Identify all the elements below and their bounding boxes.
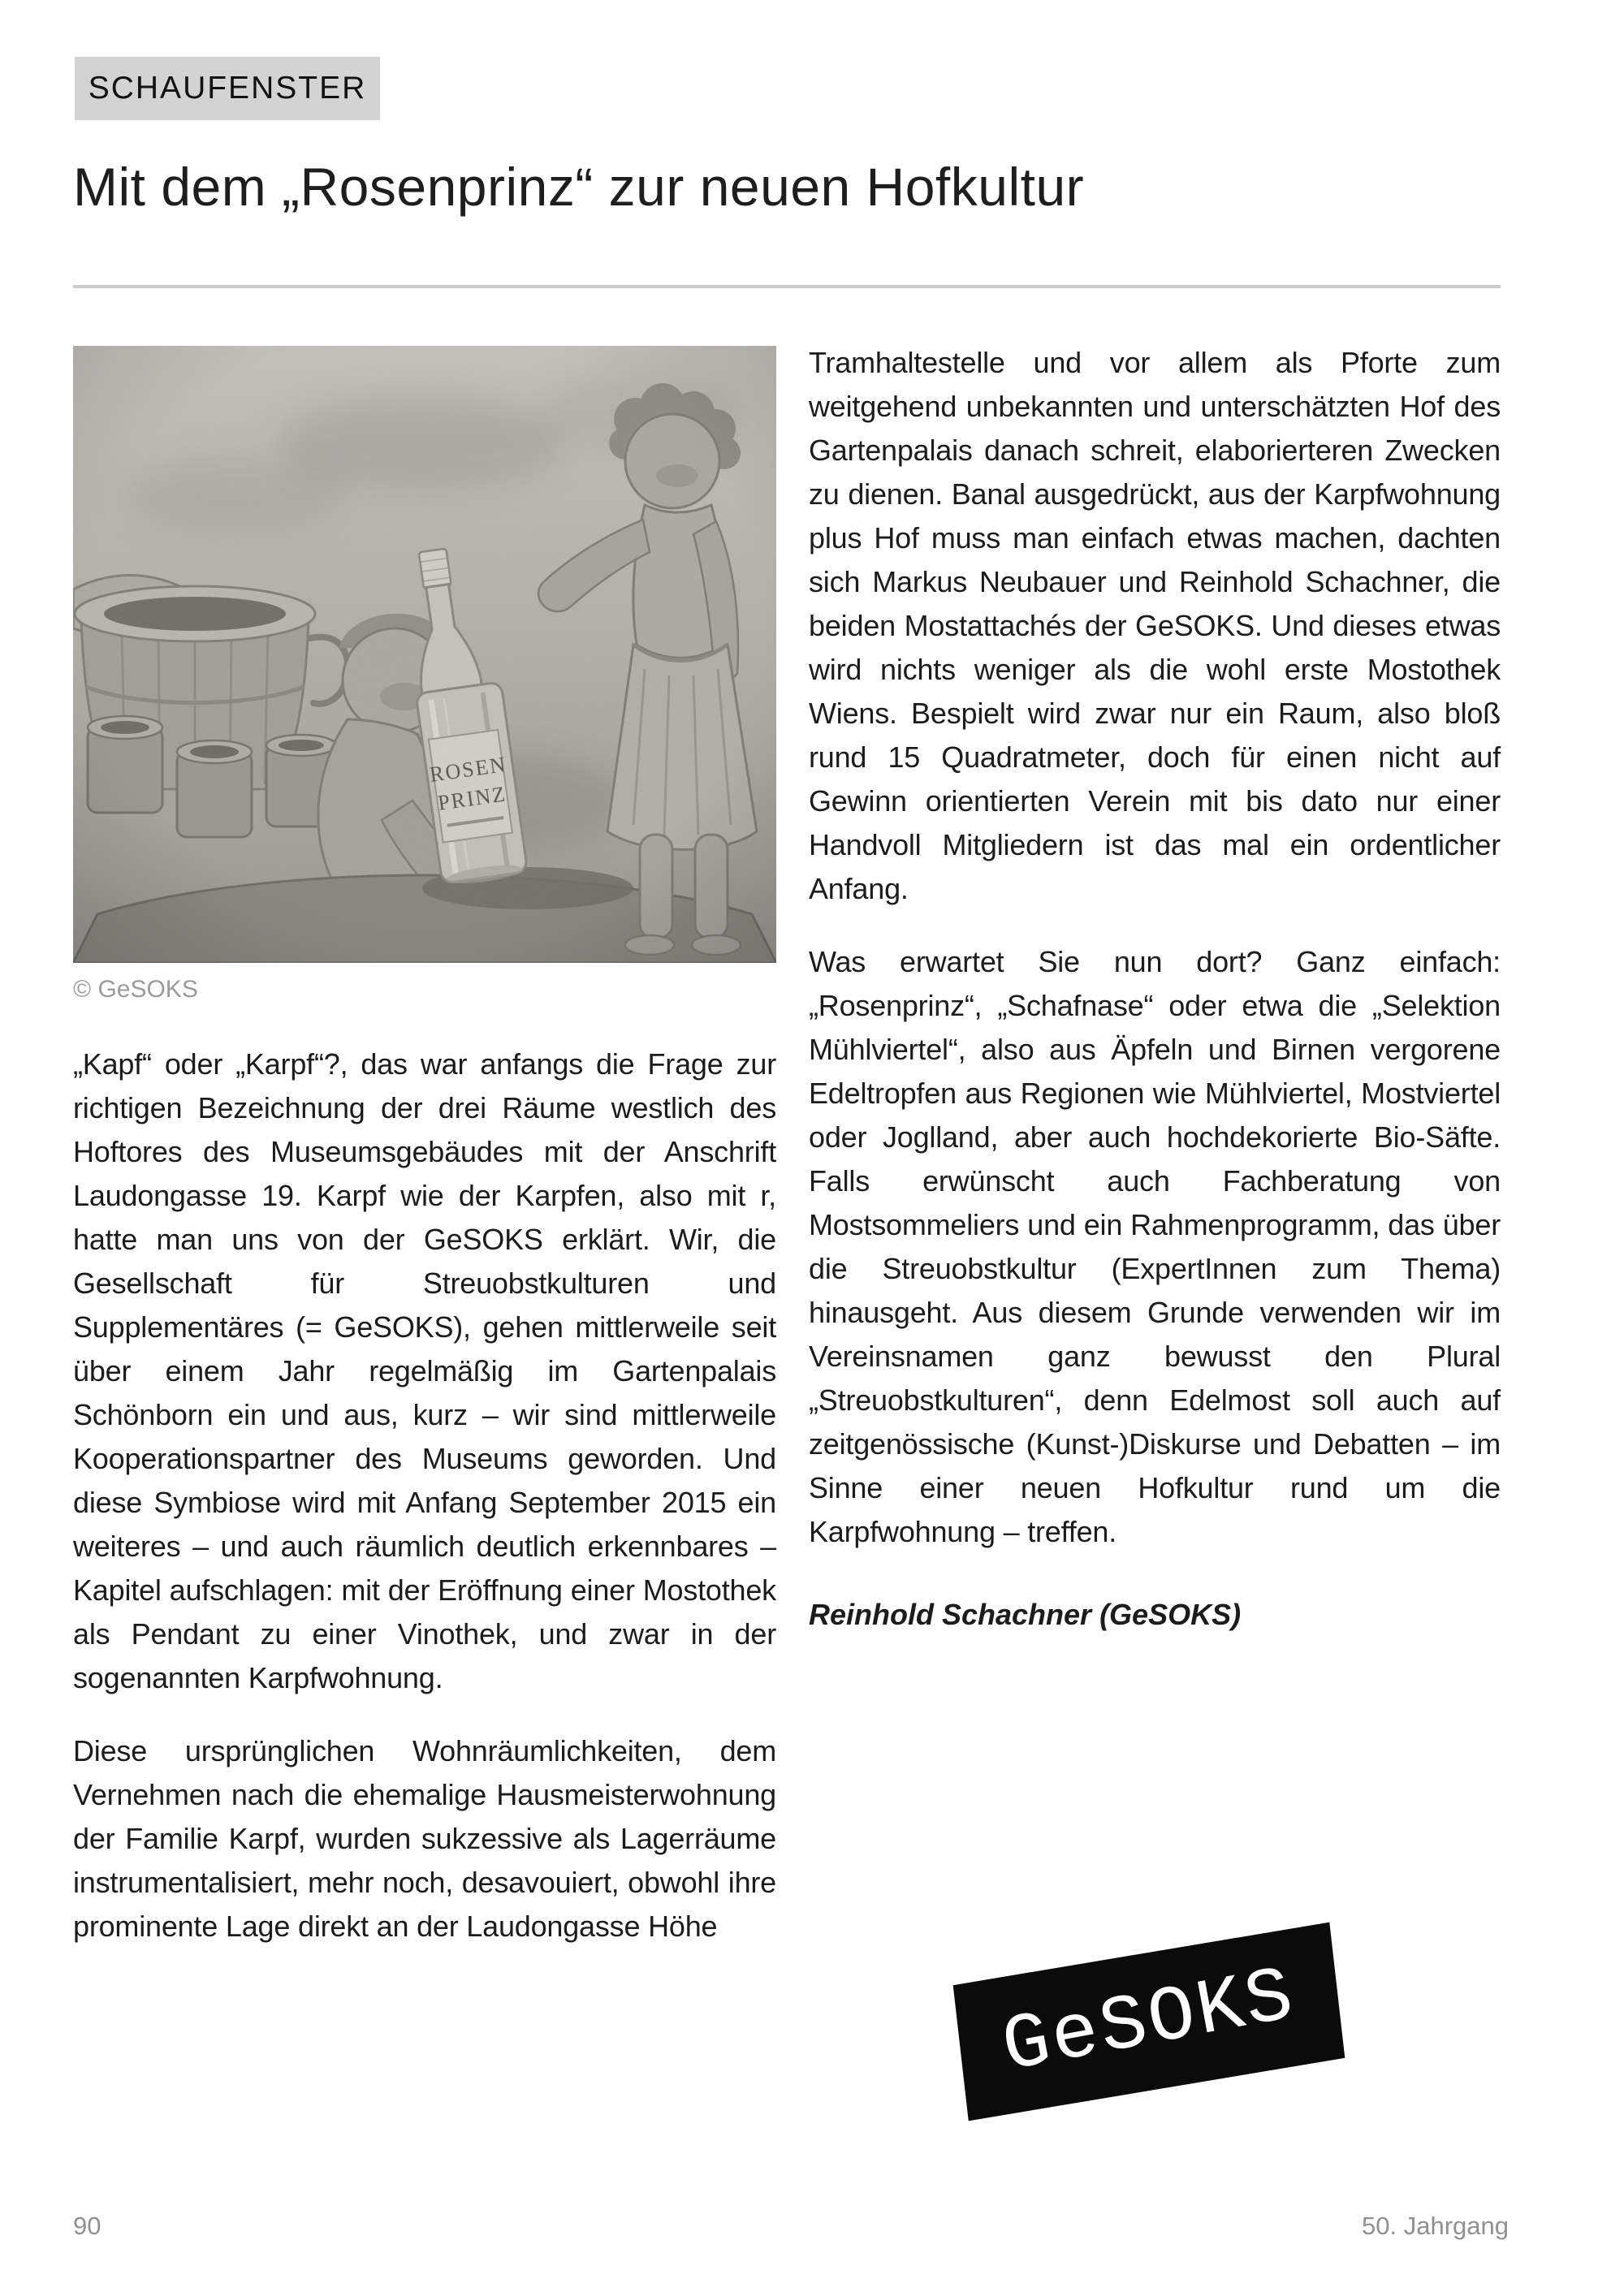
author-signature: Reinhold Schachner (GeSOKS) [809, 1598, 1242, 1631]
body-paragraph: Diese ursprünglichen Wohnräumlichkeiten, dem Vernehmen nach die ehemalige Hausmeisterwohnung der Familie Karpf, wurden sukzessive als Lagerräume instrumentalisiert, mehr noch, desavouiert, obwohl ihre prominente Lage direkt an der Laudongasse Höhe [73, 1734, 776, 1943]
photo-credit: © GeSOKS [73, 976, 198, 1003]
gesoks-logo [953, 1923, 1345, 2121]
article-title: Mit dem „Rosenprinz“ zur neuen Hofkultur [73, 157, 1085, 217]
photo-vignette [73, 346, 776, 963]
right-column [809, 341, 1501, 1637]
section-kicker [75, 57, 380, 120]
body-paragraph: „Kapf“ oder „Karpf“?, das war anfangs die Frage zur richtigen Bezeichnung der drei Räume westlich des Hoftores des Museumsgebäudes mit der Anschrift Laudongasse 19. Karpf wie der Karpfen, also mit r, hatte man uns von der GeSOKS erklärt. Wir, die Gesellschaft für Streuobstkulturen und Supplementäres (= GeSOKS), gehen mittlerweile seit über einem Jahr regelmäßig im Gartenpalais Schönborn ein und aus, kurz – wir sind mittlerweile Kooperationspartner des Museums geworden. Und diese Symbiose wird mit Anfang September 2015 ein weiteres – und auch räumlich deutlich erkennbares – Kapitel aufschlagen: mit der Eröffnung einer Mostothek als Pendant zu einer Vinothek, und zwar in der sogenannten Karpfwohnung. [73, 1047, 776, 1694]
article-figure [73, 346, 776, 1003]
stone-relief-photo [73, 346, 776, 963]
left-column [73, 346, 776, 1978]
page-footer [73, 2212, 1509, 2241]
body-paragraph: Tramhaltestelle und vor allem als Pforte zum weitgehend unbekannten und unterschätzten Hof des Gartenpalais danach schreit, elaborierteren Zwecken zu dienen. Banal ausgedrückt, aus der Karpfwohnung plus Hof muss man einfach etwas machen, dachten sich Markus Neubauer und Reinhold Schachner, die beiden Mostattachés der GeSOKS. Und dieses etwas wird nichts weniger als die wohl erste Mostothek Wiens. Bespielt wird zwar nur ein Raum, also bloß rund 15 Quadratmeter, doch für einen nicht auf Gewinn orientierten Verein mit bis dato nur einer Handvoll Mitgliedern ist das mal ein ordentlicher Anfang. [809, 346, 1501, 905]
body-paragraph: Was erwartet Sie nun dort? Ganz einfach: „Rosenprinz“, „Schafnase“ oder etwa die „Selektion Mühlviertel“, also aus Äpfeln und Birnen vergorene Edeltropfen aus Regionen wie Mühlviertel, Mostviertel oder Joglland, aber auch hochdekorierte Bio-Säfte. Falls erwünscht auch Fachberatung von Mostsommeliers und ein Rahmenprogramm, das über die Streuobstkultur (ExpertInnen zum Thema) hinausgeht. Aus diesem Grunde verwenden wir im Vereinsnamen ganz bewusst den Plural „Streuobstkulturen“, denn Edelmost soll auch auf zeitgenössische (Kunst-)Diskurse und Debatten – im Sinne einer neuen Hofkultur rund um die Karpfwohnung – treffen. [809, 945, 1501, 1548]
volume-label: 50. Jahrgang [1362, 2212, 1509, 2240]
gesoks-logo-text: GeSOKS [996, 1951, 1302, 2092]
page-number: 90 [73, 2212, 102, 2240]
section-kicker-label: SCHAUFENSTER [88, 71, 367, 106]
title-divider [73, 285, 1501, 288]
